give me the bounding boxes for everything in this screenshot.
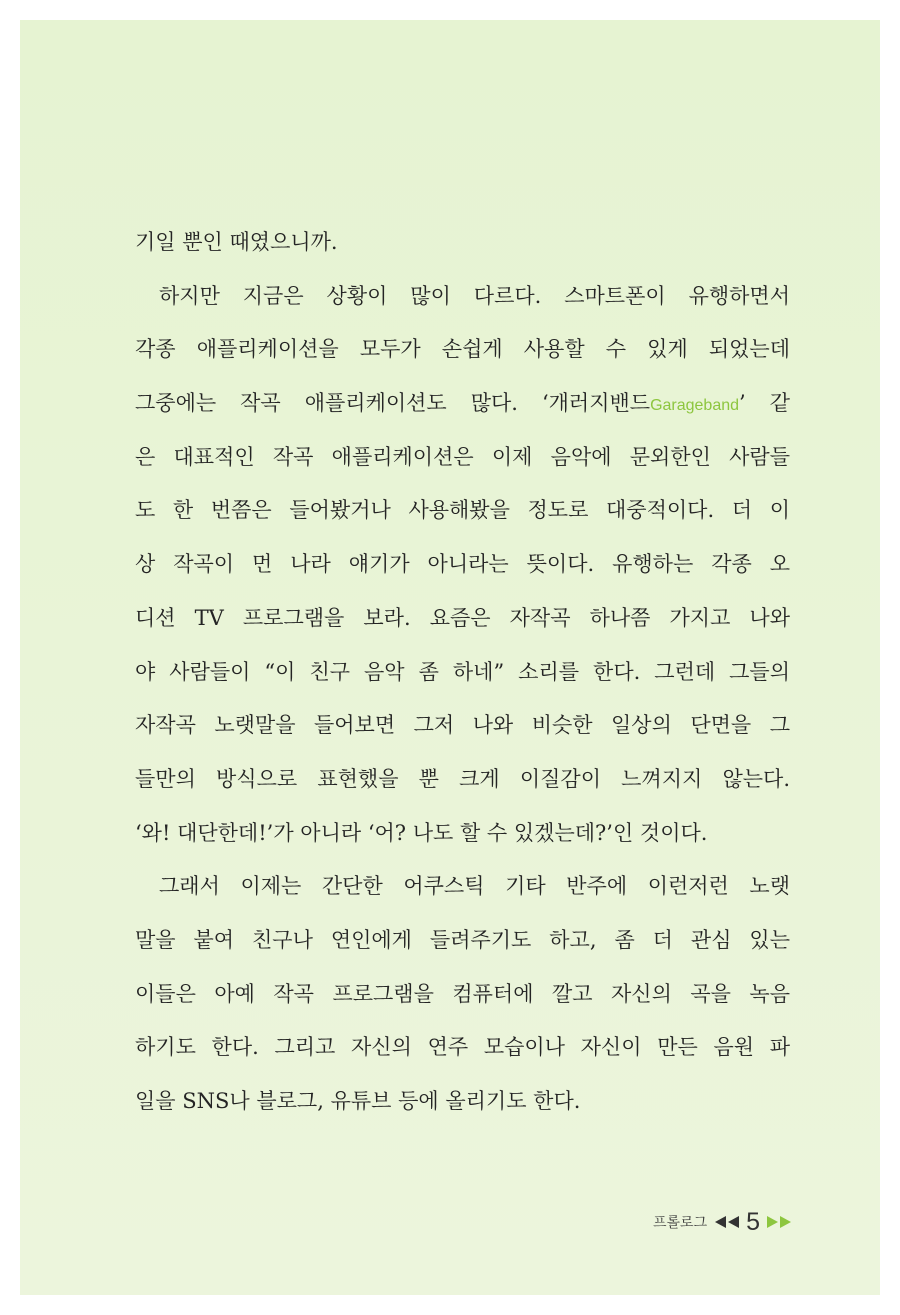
text-line: 일을 SNS나 블로그, 유튜브 등에 올리기도 한다. (135, 1089, 581, 1113)
text-line: 말을 붙여 친구나 연인에게 들려주기도 하고, 좀 더 관심 있는 (135, 927, 790, 952)
text-segment: ’ 같 (739, 391, 790, 416)
text-line: 상 작곡이 먼 나라 얘기가 아니라는 뜻이다. 유행하는 각종 오 (135, 552, 790, 577)
double-right-triangle-icon (766, 1215, 792, 1229)
text-line: 자작곡 노랫말을 들어보면 그저 나와 비슷한 일상의 단면을 그 (135, 713, 790, 738)
text-line-with-english (135, 377, 790, 431)
text-segment: 그중에는 작곡 애플리케이션도 많다. ‘개러지밴드 (135, 391, 651, 416)
section-label: 프롤로그 (653, 1215, 708, 1231)
text-line: 기일 뿐인 때였으니까. (135, 230, 338, 254)
text-line: 들만의 방식으로 표현했을 뿐 크게 이질감이 느껴지지 않는다. (135, 766, 790, 791)
text-line: ‘와! 대단한데!’가 아니라 ‘어? 나도 할 수 있겠는데?’인 것이다. (135, 820, 708, 845)
book-page (20, 20, 880, 1295)
text-line: 하지만 지금은 상황이 많이 다르다. 스마트폰이 유행하면서 (159, 283, 790, 308)
body-text (135, 216, 790, 1129)
text-line: 각종 애플리케이션을 모두가 손쉽게 사용할 수 있게 되었는데 (135, 337, 790, 362)
text-line: 디션 TV 프로그램을 보라. 요즘은 자작곡 하나쯤 가지고 나와 (135, 605, 790, 630)
text-line: 하기도 한다. 그리고 자신의 연주 모습이나 자신이 만든 음원 파 (135, 1035, 790, 1060)
text-line: 도 한 번쯤은 들어봤거나 사용해봤을 정도로 대중적이다. 더 이 (135, 498, 790, 523)
english-term: Garageband (650, 397, 740, 415)
text-line: 야 사람들이 “이 친구 음악 좀 하네” 소리를 한다. 그런데 그들의 (135, 659, 790, 684)
double-left-triangle-icon (714, 1215, 740, 1229)
text-line: 은 대표적인 작곡 애플리케이션은 이제 음악에 문외한인 사람들 (135, 444, 790, 469)
text-line: 그래서 이제는 간단한 어쿠스틱 기타 반주에 이런저런 노랫 (159, 874, 790, 899)
page-footer (653, 1205, 792, 1239)
page-number: 5 (746, 1207, 761, 1236)
text-line: 이들은 아예 작곡 프로그램을 컴퓨터에 깔고 자신의 곡을 녹음 (135, 981, 790, 1006)
